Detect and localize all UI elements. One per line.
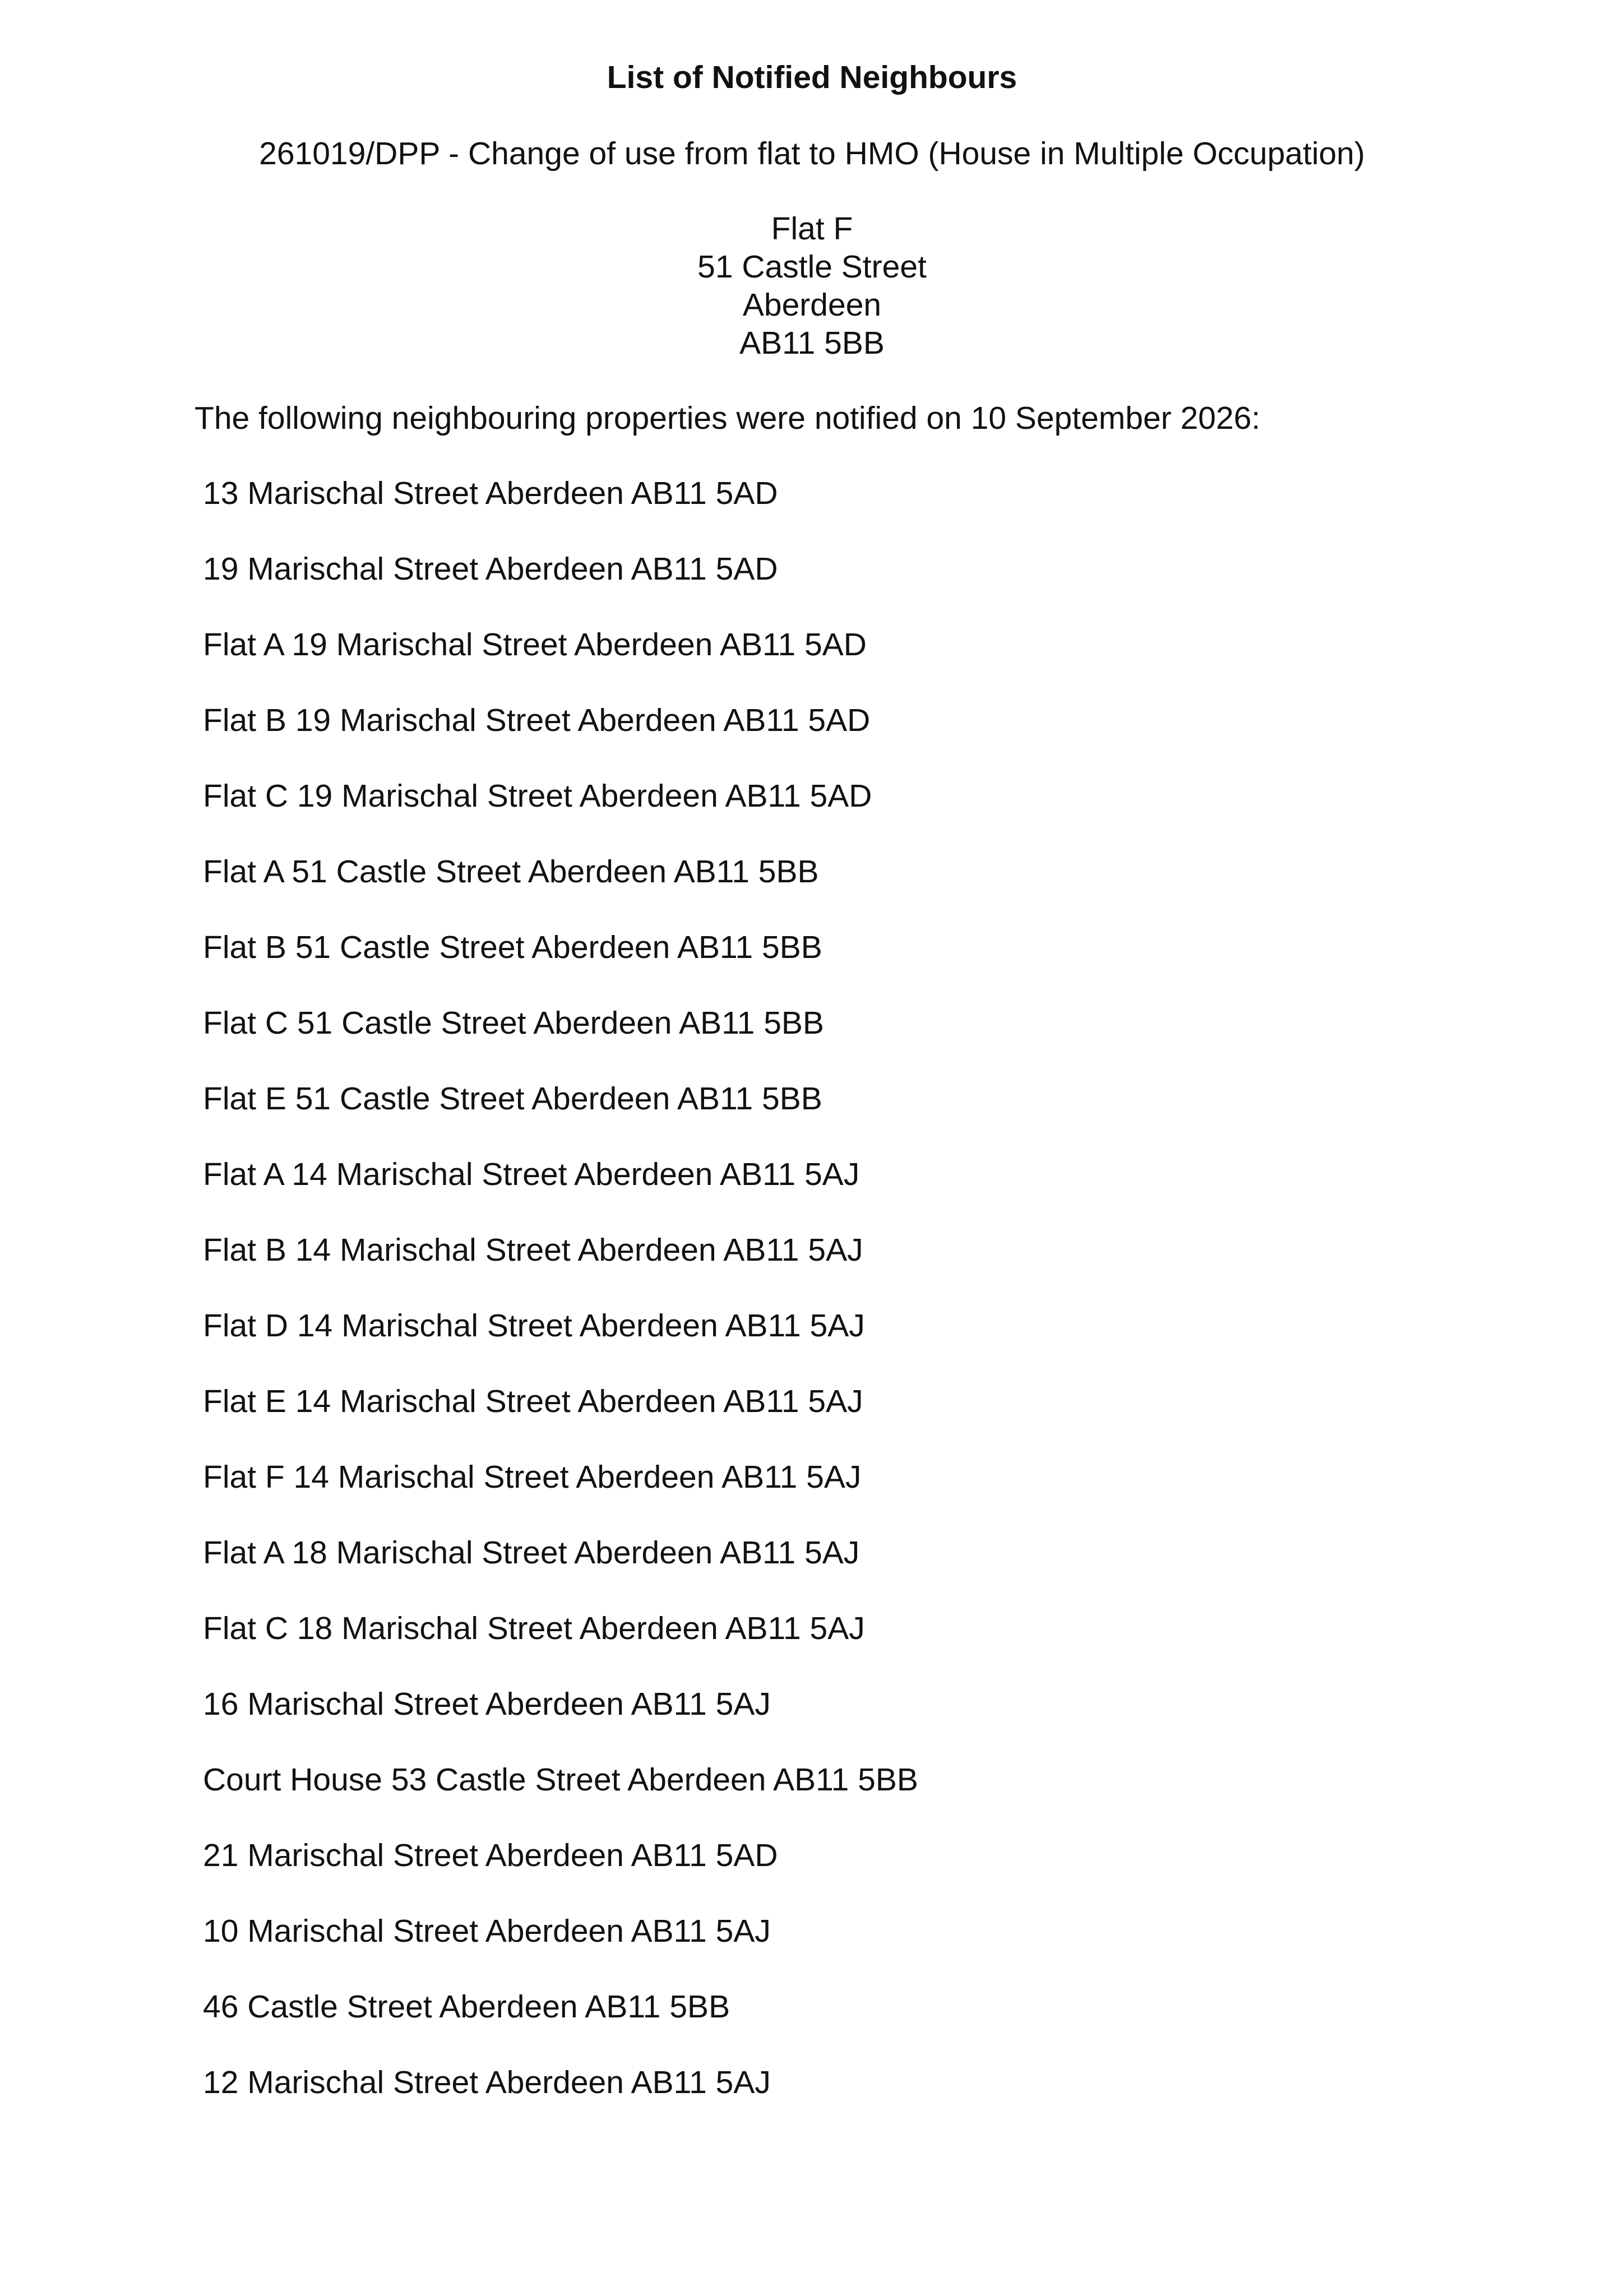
neighbour-address: Flat D 14 Marischal Street Aberdeen AB11 5AJ [203, 1308, 865, 1344]
neighbour-address: 16 Marischal Street Aberdeen AB11 5AJ [203, 1686, 771, 1722]
neighbour-address: 13 Marischal Street Aberdeen AB11 5AD [203, 475, 778, 511]
neighbour-address: Flat F 14 Marischal Street Aberdeen AB11 5AJ [203, 1459, 862, 1495]
neighbour-address: Flat B 51 Castle Street Aberdeen AB11 5BB [203, 929, 822, 965]
site-address-line: AB11 5BB [739, 325, 885, 361]
neighbour-address: 12 Marischal Street Aberdeen AB11 5AJ [203, 2064, 771, 2100]
neighbour-address: 21 Marischal Street Aberdeen AB11 5AD [203, 1837, 778, 1873]
neighbour-address: Flat C 19 Marischal Street Aberdeen AB11 5AD [203, 778, 872, 814]
neighbour-address: Flat A 19 Marischal Street Aberdeen AB11 5AD [203, 627, 867, 663]
neighbour-address: 10 Marischal Street Aberdeen AB11 5AJ [203, 1913, 771, 1949]
neighbour-address: Flat B 14 Marischal Street Aberdeen AB11 5AJ [203, 1232, 863, 1268]
site-address-line: Aberdeen [742, 287, 882, 323]
neighbour-address: Flat B 19 Marischal Street Aberdeen AB11 5AD [203, 702, 871, 738]
neighbour-address: 46 Castle Street Aberdeen AB11 5BB [203, 1989, 730, 2025]
neighbour-address: Flat C 51 Castle Street Aberdeen AB11 5BB [203, 1005, 824, 1041]
neighbour-address: 19 Marischal Street Aberdeen AB11 5AD [203, 551, 778, 587]
neighbour-address: Flat E 51 Castle Street Aberdeen AB11 5BB [203, 1081, 822, 1117]
neighbour-address: Flat A 18 Marischal Street Aberdeen AB11 5AJ [203, 1535, 860, 1571]
application-reference: 261019/DPP - Change of use from flat to HMO (House in Multiple Occupation) [259, 136, 1365, 172]
site-address-line: Flat F [771, 211, 853, 247]
neighbour-address: Flat A 51 Castle Street Aberdeen AB11 5BB [203, 854, 819, 890]
document-title: List of Notified Neighbours [607, 59, 1017, 95]
site-address [0, 210, 1624, 362]
neighbour-address: Flat E 14 Marischal Street Aberdeen AB11 5AJ [203, 1383, 863, 1419]
neighbour-list [203, 474, 918, 2139]
notification-intro: The following neighbouring properties were notified on 10 September 2026: [195, 400, 1261, 436]
neighbour-address: Flat A 14 Marischal Street Aberdeen AB11 5AJ [203, 1156, 860, 1192]
site-address-line: 51 Castle Street [697, 249, 927, 285]
neighbour-address: Flat C 18 Marischal Street Aberdeen AB11 5AJ [203, 1610, 865, 1646]
neighbour-address: Court House 53 Castle Street Aberdeen AB11 5BB [203, 1762, 918, 1798]
